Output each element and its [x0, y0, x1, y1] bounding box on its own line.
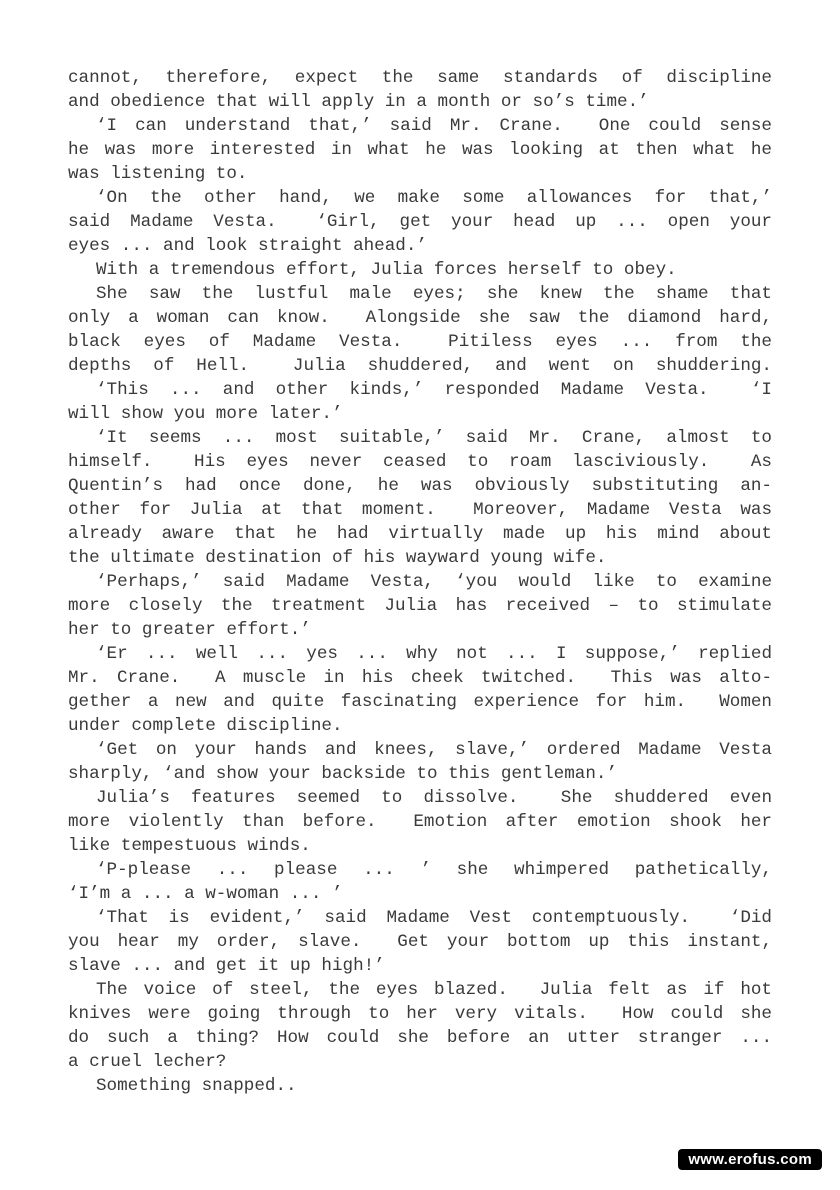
text-line: more closely the treatment Julia has received – to stimulate	[68, 596, 772, 616]
text-line: ‘On the other hand, we make some allowances for that,’	[96, 188, 772, 208]
watermark: www.erofus.com	[678, 1149, 822, 1170]
text-line: sharply, ‘and show your backside to this gentleman.’	[68, 764, 618, 784]
text-line: will show you more later.’	[68, 404, 343, 424]
text-line: ‘This ... and other kinds,’ responded Madame Vesta. ‘I	[96, 380, 772, 400]
text-line: more violently than before. Emotion after emotion shook her	[68, 812, 772, 832]
text-line: gether a new and quite fascinating experience for him. Women	[68, 692, 772, 712]
text-line: do such a thing? How could she before an utter stranger ...	[68, 1028, 772, 1048]
text-line: ‘P-please ... please ... ’ she whimpered pathetically,	[96, 860, 772, 880]
text-line: ‘I can understand that,’ said Mr. Crane. One could sense	[96, 116, 772, 136]
text-line: already aware that he had virtually made up his mind about	[68, 524, 772, 544]
text-line: cannot, therefore, expect the same standards of discipline	[68, 68, 772, 88]
text-line: black eyes of Madame Vesta. Pitiless eyes ... from the	[68, 332, 772, 352]
text-line: ‘Er ... well ... yes ... why not ... I suppose,’ replied	[96, 644, 772, 664]
text-line: her to greater effort.’	[68, 620, 311, 640]
text-line: Julia’s features seemed to dissolve. She shuddered even	[96, 788, 772, 808]
text-line: the ultimate destination of his wayward young wife.	[68, 548, 607, 568]
text-line: She saw the lustful male eyes; she knew the shame that	[96, 284, 772, 304]
text-line: was listening to.	[68, 164, 248, 184]
text-line: eyes ... and look straight ahead.’	[68, 236, 427, 256]
text-line: knives were going through to her very vitals. How could she	[68, 1004, 772, 1024]
text-line: Something snapped..	[96, 1076, 297, 1096]
text-line: ‘Get on your hands and knees, slave,’ ordered Madame Vesta	[96, 740, 772, 760]
text-line: ‘I’m a ... a w-woman ... ’	[68, 884, 343, 904]
text-line: he was more interested in what he was looking at then what he	[68, 140, 772, 160]
text-line: said Madame Vesta. ‘Girl, get your head up ... open your	[68, 212, 772, 232]
text-line: like tempestuous winds.	[68, 836, 311, 856]
text-line: and obedience that will apply in a month or so’s time.’	[68, 92, 649, 112]
text-line: slave ... and get it up high!’	[68, 956, 385, 976]
text-line: depths of Hell. Julia shuddered, and went on shuddering.	[68, 356, 772, 376]
text-line: you hear my order, slave. Get your bottom up this instant,	[68, 932, 772, 952]
text-line: ‘It seems ... most suitable,’ said Mr. Crane, almost to	[96, 428, 772, 448]
text-line: Quentin’s had once done, he was obviously substituting an-	[68, 476, 772, 496]
text-line: The voice of steel, the eyes blazed. Julia felt as if hot	[96, 980, 772, 1000]
text-line: other for Julia at that moment. Moreover, Madame Vesta was	[68, 500, 772, 520]
text-line: himself. His eyes never ceased to roam lasciviously. As	[68, 452, 772, 472]
text-line: a cruel lecher?	[68, 1052, 227, 1072]
page-body	[68, 66, 772, 1098]
text-line: only a woman can know. Alongside she saw the diamond hard,	[68, 308, 772, 328]
text-line: With a tremendous effort, Julia forces herself to obey.	[96, 260, 677, 280]
text-line: ‘Perhaps,’ said Madame Vesta, ‘you would like to examine	[96, 572, 772, 592]
text-line: ‘That is evident,’ said Madame Vest contemptuously. ‘Did	[96, 908, 772, 928]
text-line: Mr. Crane. A muscle in his cheek twitched. This was alto-	[68, 668, 772, 688]
text-line: under complete discipline.	[68, 716, 343, 736]
